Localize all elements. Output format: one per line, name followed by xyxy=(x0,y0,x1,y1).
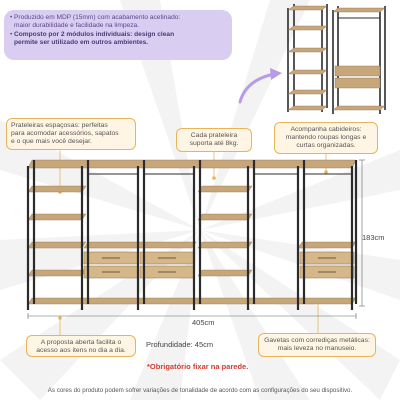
wardrobe-shelves xyxy=(28,160,356,304)
callout-shelves: Prateleiras espaçosas: perfeitas para acomodar acessórios, sapatos e o que mais você desejar. xyxy=(6,118,136,150)
module-preview-2 xyxy=(333,6,385,114)
callout-shelf-load: Cada prateleira suporta até 8kg. xyxy=(176,128,252,152)
depth-dimension: Profundidade: 45cm xyxy=(146,340,214,349)
module-preview-1 xyxy=(288,4,327,112)
feature-line-4: permite ser utilizado em outros ambientes. xyxy=(14,39,149,47)
curved-arrow-head-icon xyxy=(270,68,282,80)
wall-fix-warning: *Obrigatório fixar na parede. xyxy=(147,362,249,371)
features-box: • Produzido em MDP (15mm) com acabamento acetinado: maior durabilidade e facilidade na limpeza. • Composto por 2 módulos individuais: design clean permite ser utilizado em outros ambientes. xyxy=(4,10,232,60)
width-dimension: 405cm xyxy=(192,318,215,327)
feature-line-3: Composto por 2 módulos individuais: design clean xyxy=(14,30,175,38)
wardrobe-frame xyxy=(28,160,356,310)
callout-open-access: A proposta aberta facilita o acesso aos itens no dia a dia. xyxy=(26,335,136,357)
module-preview-2-parts xyxy=(333,8,385,110)
curved-arrow-icon xyxy=(240,74,274,102)
feature-line-1: Produzido em MDP (15mm) com acabamento acetinado: xyxy=(14,14,181,21)
color-disclaimer: As cores do produto podem sofrer variações de tonalidade de acordo com as configurações do seu dispositivo. xyxy=(47,387,353,394)
feature-line-2: maior durabilidade e facilidade na limpeza. xyxy=(14,22,139,30)
callout-hangers: Acompanha cabideiros: mantendo roupas longas e curtas organizadas. xyxy=(274,122,378,154)
callout-drawers: Gavetas com corrediças metálicas: mais leveza no manuseio. xyxy=(258,333,376,357)
dimension-lines xyxy=(28,160,365,319)
height-dimension: 183cm xyxy=(362,233,385,242)
